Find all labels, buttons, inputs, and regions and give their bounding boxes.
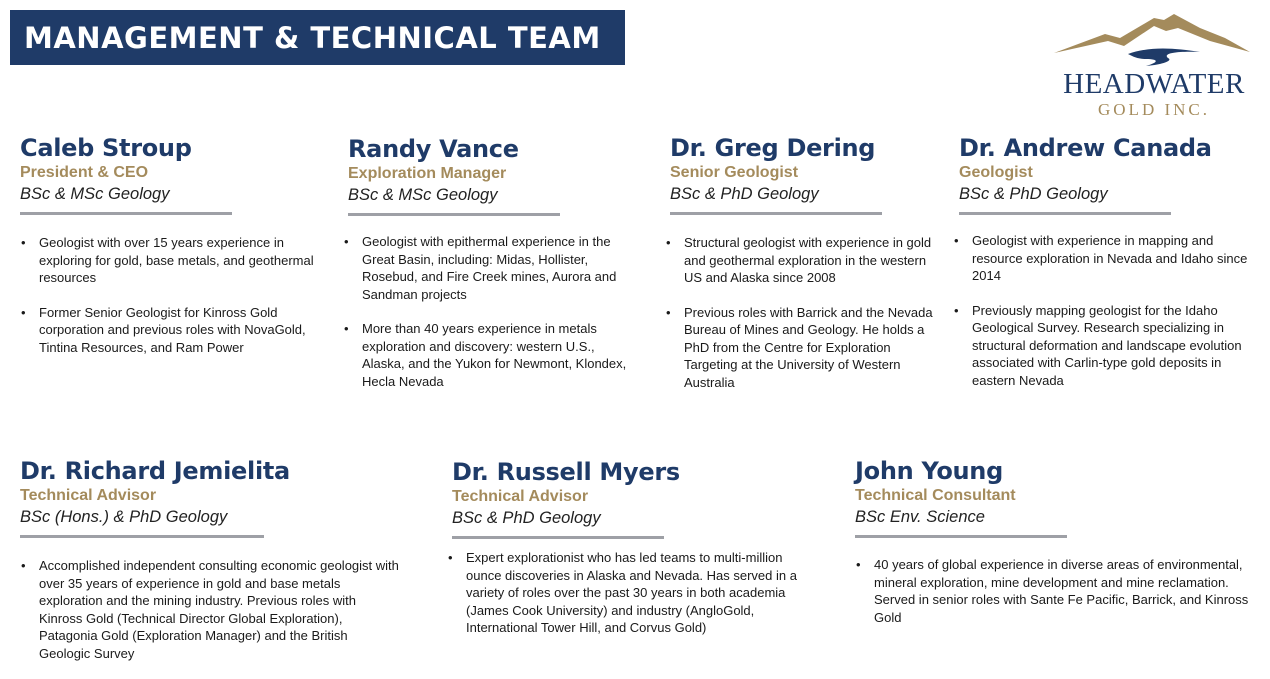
list-item: • Geologist with over 15 years experience in exploring for gold, base metals, and geothermal resources bbox=[21, 235, 314, 285]
bullet-icon: • bbox=[21, 304, 26, 320]
bullet-list bbox=[20, 234, 330, 373]
divider bbox=[670, 212, 882, 215]
member-degree: BSc & MSc Geology bbox=[20, 185, 170, 203]
divider bbox=[20, 535, 264, 538]
bullet-icon: • bbox=[448, 550, 453, 565]
member-name: Dr. Richard Jemielita bbox=[20, 457, 290, 485]
divider bbox=[959, 212, 1171, 215]
page-title: MANAGEMENT & TECHNICAL TEAM bbox=[24, 20, 601, 55]
member-role: Geologist bbox=[959, 164, 1033, 181]
bullet-list bbox=[665, 234, 943, 408]
member-card bbox=[670, 133, 882, 215]
member-card bbox=[959, 133, 1212, 215]
bullet-icon: • bbox=[21, 558, 26, 573]
member-name: Caleb Stroup bbox=[20, 134, 192, 162]
bullet-icon: • bbox=[954, 233, 959, 248]
logo-subtitle: GOLD INC. bbox=[1098, 100, 1210, 119]
member-name: Dr. Andrew Canada bbox=[959, 134, 1212, 162]
list-item: • Geologist with epithermal experience in the Great Basin, including: Midas, Hollister, Rosebud, and Fire Creek mines, Aurora and Sandman projects bbox=[344, 234, 617, 302]
member-name: John Young bbox=[855, 457, 1003, 485]
member-role: Technical Consultant bbox=[855, 487, 1016, 504]
bullet-icon: • bbox=[344, 234, 349, 249]
bullet-icon: • bbox=[954, 302, 959, 318]
member-degree: BSc & PhD Geology bbox=[452, 509, 601, 527]
mountain-river-icon bbox=[1050, 8, 1255, 70]
member-name: Randy Vance bbox=[348, 135, 519, 163]
member-role: Senior Geologist bbox=[670, 164, 799, 181]
member-card bbox=[855, 456, 1067, 538]
divider bbox=[20, 212, 232, 215]
bullet-icon: • bbox=[21, 235, 26, 250]
logo-name: HEADWATER bbox=[1063, 68, 1245, 100]
member-degree: BSc (Hons.) & PhD Geology bbox=[20, 508, 228, 526]
member-card bbox=[452, 457, 680, 539]
title-banner bbox=[10, 10, 625, 65]
member-degree: BSc & PhD Geology bbox=[959, 185, 1108, 203]
member-card bbox=[20, 456, 290, 538]
member-role: Technical Advisor bbox=[452, 488, 589, 505]
list-item: • Former Senior Geologist for Kinross Gold corporation and previous roles with NovaGold, Tintina Resources, and Ram Power bbox=[21, 304, 306, 355]
bullet-list bbox=[953, 232, 1258, 406]
bullet-list bbox=[855, 556, 1250, 643]
member-name: Dr. Greg Dering bbox=[670, 134, 876, 162]
member-name: Dr. Russell Myers bbox=[452, 458, 680, 486]
member-card bbox=[20, 133, 232, 215]
bullet-list bbox=[343, 233, 638, 407]
member-degree: BSc Env. Science bbox=[855, 508, 985, 526]
member-role: Technical Advisor bbox=[20, 487, 157, 504]
bullet-icon: • bbox=[344, 321, 349, 336]
member-card bbox=[348, 134, 560, 216]
divider bbox=[348, 213, 560, 216]
list-item: • More than 40 years experience in metals exploration and discovery: western U.S., Alaska, and the Yukon for Newmont, Klondex, Hecla Nevada bbox=[344, 321, 627, 389]
list-item: • Expert explorationist who has led teams to multi-million ounce discoveries in Alaska and Nevada. Has served in a variety of roles over the past 30 years in both academia (James Cook University) and industry (AngloGold, International Tower Hill, and Corvus Gold) bbox=[448, 550, 797, 635]
list-item: • Structural geologist with experience in gold and geothermal exploration in the western US and Alaska since 2008 bbox=[666, 235, 932, 285]
list-item: • 40 years of global experience in diverse areas of environmental, mineral exploration, mine development and mine reclamation. Served in senior roles with Sante Fe Pacific, Barrick, and Kinross Gold bbox=[856, 557, 1249, 625]
bullet-list bbox=[447, 549, 817, 654]
bullet-icon: • bbox=[856, 557, 861, 572]
list-item: • Accomplished independent consulting economic geologist with over 35 years of experience in gold and base metals exploration and the mining industry. Previous roles with Kinross Gold (Technical Director Global Exploration), Patagonia Gold (Exploration Manager) and the British Geologic Survey bbox=[21, 558, 399, 661]
member-role: Exploration Manager bbox=[348, 165, 507, 182]
divider bbox=[855, 535, 1067, 538]
company-logo bbox=[1050, 8, 1255, 118]
list-item: • Previously mapping geologist for the Idaho Geological Survey. Research specializing in structural deformation and landscape evolution associated with Carlin-type gold deposits in eastern Nevada bbox=[954, 302, 1242, 388]
member-role: President & CEO bbox=[20, 164, 149, 181]
bullet-icon: • bbox=[666, 235, 671, 250]
divider bbox=[452, 536, 664, 539]
member-degree: BSc & MSc Geology bbox=[348, 186, 498, 204]
bullet-icon: • bbox=[666, 304, 671, 320]
list-item: • Geologist with experience in mapping and resource exploration in Nevada and Idaho since 2014 bbox=[954, 233, 1248, 283]
bullet-list bbox=[20, 557, 400, 679]
list-item: • Previous roles with Barrick and the Nevada Bureau of Mines and Geology. He holds a PhD from the Centre for Exploration Targeting at the University of Western Australia bbox=[666, 304, 933, 390]
member-degree: BSc & PhD Geology bbox=[670, 185, 819, 203]
